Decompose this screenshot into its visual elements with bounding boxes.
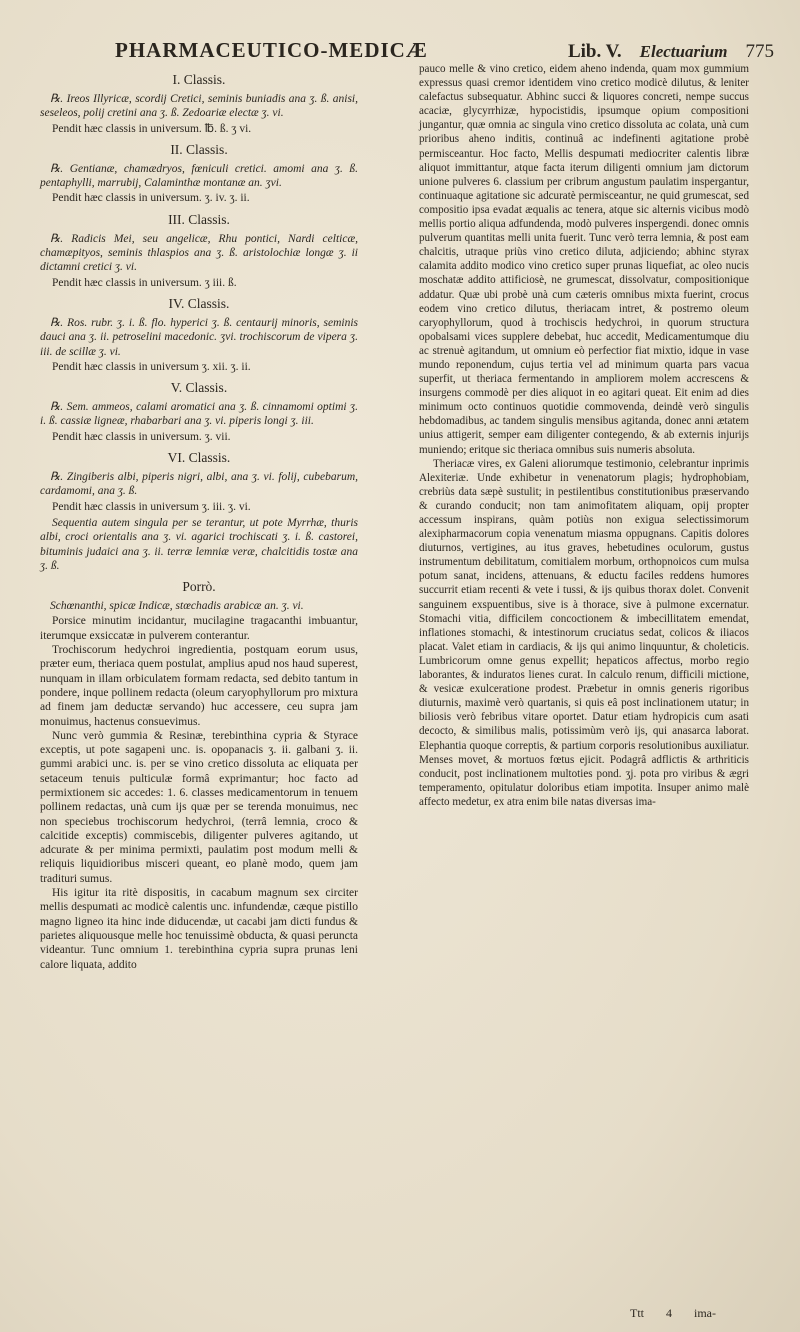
running-head: PHARMACEUTICO-MEDICÆ: [115, 38, 428, 62]
classis-title: VI. Classis.: [167, 450, 231, 466]
body-paragraph: Nunc verò gummia & Resinæ, terebinthina cypria & Styrace exceptis, ut pote sagapeni unc. is. opopanacis ʒ. ii. galbani ʒ. ii. gummi arabici unc. is. per se vino cretico dissoluta ac eliquata per setaceum tenuis pulticulæ formâ exprimantur; hoc facto ad permixtionem sic accedes: 1. 6. classes medicamentorum in tenuem pollinem redactas, unà cum ijs quæ per se terenda monuimus, nec non speciebus trochiscorum hedychroi, (terrâ lemnia, croco & calcitide exceptis) commiscebis, diligenter pulveres agitando, ut adcurate & per minima permixti, paulatim post modum melli & reliquis liquidioribus misceri queant, eo planè modo, quem jam tradituri sumus.: [40, 729, 358, 885]
porro-recipe: Schœnanthi, spicæ Indicæ, stœchadis arabicæ an. ʒ. vi.: [50, 600, 304, 613]
right-column: [419, 62, 749, 809]
pendit-line: Pendit hæc classis in universum. ʒ. vii.: [52, 430, 231, 443]
body-paragraph: Trochiscorum hedychroi ingredientia, postquam eorum usus, præter eum, theriaca quem postulat, amplius apud nos haud superest, nunquam in illam orbiculatem formam redacta, sed debito tantum in pondere, inque pollinem redacta (oleum caryophyllorum pro mixtura ad finem jam deductæ servando) huc accessere, ceu supra jam monuimus, hactenus consuevimus.: [40, 644, 358, 728]
body-paragraph: Theriacæ vires, ex Galeni aliorumque testimonio, celebrantur inprimis Alexiteriæ. Unde exhibetur in venenatorum plagis; hydrophobiam, crebriùs data sæpè sustulit; in pestilentibus constitutionibus præservando & curando conducit; non tam animofitatem aliquam, opij propter accessum inspirans, quàm potiùs non exigua selectissimorum alexipharmacorum copia venenatum miasma oppugnans. Capitis dolores diuturnos, vertigines, au itus graves, hebetudines oculorum, gustus instrumentum debilitatum, comitialem morbum, orthopnoicos cum mulsa potum sanat, incidens, attenuans, & eductu faciles reddens humores succurrit etiam recenti & vete i tussi, & ijs quibus thorax dolet. Convenit sanguinem exspuentibus, sive is à thorace, sive à pulmone excernatur. Stomachi vitia, difficilem concoctionem & imbecillitatem emendat, inflationes stomachi, & intestinorum cruciatus sedat, colicos & iliacos placat. Valet etiam in cardiacis, & ijs qui animo linquuntur, & choleticis. Lumbricorum omne genus expellit; hepaticos affectus, morbo regio laborantes, & induratos lienes curat. In calculo renum, difficili mictione, & vesicæ exulceratione prodest. Præbetur in omnis generis rigoribus diuturnis, maximè verò quartanis, si quis eâ post inclinationem utatur; in biliosis verò febribus vitare oportet. Datur etiam hydropicis cum asati decocto, & similibus malis, potissimùm verò ijs, qui anasarca laborat. Elephantia quoque correptis, & partium corporis resolutionibus auxiliatur. Menses movet, & mortuos fœtus ejicit. Podagrâ adflictis & arthriticis conducit, post inclinationem multoties pond. ʒj. pota pro viribus & ægri temperamento, opitulatur doloribus etiam impotita. Insuper animo malè affecto medetur, ex atra enim bile natas diversas ima-: [419, 457, 749, 808]
pendit-line: Pendit hæc classis in universum ʒ. xii. ʒ. ii.: [52, 360, 251, 373]
header-right: [568, 41, 774, 63]
page-number: 775: [745, 41, 774, 62]
book-number: Lib. V.: [567, 41, 622, 62]
section-title: Electuarium: [639, 42, 728, 61]
left-column: [40, 66, 358, 972]
signature-mark: Ttt: [630, 1306, 644, 1320]
classis-title: I. Classis.: [172, 72, 226, 87]
recipe: ℞. Ireos Illyricæ, scordij Cretici, seminis buniadis ana ʒ. ß. anisi, seseleos, polij cretini ana ʒ. ß. Zedoariæ electæ ʒ. vi.: [40, 93, 358, 120]
catchword: ima-: [694, 1306, 716, 1320]
body-paragraph: Porsice minutim incidantur, mucilagine tragacanthi imbuantur, iterumque exsiccatæ in pulverem conterantur.: [40, 615, 358, 642]
page-header: [115, 38, 774, 64]
recipe: ℞. Ros. rubr. ʒ. i. ß. flo. hyperici ʒ. ß. centaurij minoris, seminis dauci ana ʒ. ii. petroselini macedonic. ʒvi. trochiscorum de vipera ʒ. iii. de scillæ ʒ. vi.: [40, 316, 358, 358]
recipe: ℞. Zingiberis albi, piperis nigri, albi, ana ʒ. vi. folij, cubebarum, cardamomi, ana ʒ. ß.: [40, 471, 358, 498]
recipe: ℞. Radicis Mei, seu angelicæ, Rhu pontici, Nardi celticæ, chamæpityos, seminis thlaspios ana ʒ. ß. aristolochiæ longæ ʒ. ii dictamni cretici ʒ. vi.: [40, 232, 358, 274]
pendit-line: Pendit hæc classis in universum. ℔. ß. ʒ vi.: [52, 122, 252, 135]
recipe: ℞. Gentianæ, chamædryos, fœniculi cretici. amomi ana ʒ. ß. pentaphylli, marrubij, Calaminthæ montanæ an. ʒvi.: [40, 162, 358, 190]
body-paragraph: His igitur ita ritè dispositis, in cacabum magnum sex circiter mellis despumati ac modicè calentis unc. infundendæ, cæque pistillo magno ligneo ita hinc inde diducendæ, ut cacabi jam dicti fundus & parietes aliquousque melle hoc tenuissimè obducta, & quasi peruncta videantur. Tunc omnium 1. terebinthina cypria supra prunas leni calore liquata, addito: [40, 887, 358, 971]
classis-title: III. Classis.: [168, 211, 230, 227]
classis-title: IV. Classis.: [168, 295, 230, 311]
recipe: ℞. Sem. ammeos, calami aromatici ana ʒ. ß. cinnamomi optimi ʒ. i. ß. cassiæ ligneæ, rhabarbari ana ʒ. vi. piperis longi ʒ. iii.: [40, 401, 358, 428]
signature-number: 4: [666, 1306, 672, 1320]
sequentia-paragraph: Sequentia autem singula per se terantur, ut pote Myrrhæ, thuris albi, croci orientalis ana ʒ. vi. agarici trochiscati ʒ. i. ß. castorei, bituminis judaici ana ʒ. ii. terræ lemniæ veræ, chalcitidis tostæ ana ʒ. ß.: [40, 516, 358, 572]
body-paragraph: pauco melle & vino cretico, eidem aheno indenda, quam mox gummium expressus quasi cremor identidem vino cretico modicè dilutus, & leniter calefactus subsequatur. Abhinc succi & liquores concreti, nempe succus acaciæ, glycyrrhizæ, hypocistidis, ipsumque opium compositioni jungantur, quæ omnia ac singula vino cretico dissoluta ac colata, unà cum prioribus aheno inditis, continuâ ac indefinenti agitatione probè permisceantur. Hoc facto, Mellis despumati mediocriter calentis libræ aliquot immittantur, atque facta iterum diligenti omnium jam dictorum unione pulveres 6. classium per cribrum angustum paulatim inspergantur, continuaque agitatione sic adcuratè permisceantur, ne quid grumescat, sed compositio ipsa evadat æqualis ac tenera, atque sic alternis vicibus modò mellis portio aliqua adfundenda, modò pulveres inspergendi. donec omnis pulverum quantitas melli unita fuerit. Tunc verò terra lemnia, & post eam chalcitis, utraque priùs vino cretico diluta, adjiciendo; abhinc styrax calamita addito modico vino cretico super prunas liquefiat, ac oleo nucis moschatæ addito attificiosè, ne grumescat, dissolvatur, compositionique addatur. Quæ ubi probè unà cum cæteris omnibus mixta fuerint, crocus eodem vino cretico dilutus, theriacam intret, & postremo oleum caryophyllorum, quod à trochiscis hedychroi, in quorum structura opobalsami vices supplere debebat, huc accedit, Medicamentumque diu ac strenuè agitandum, ut omnium eò perfectior fiat mixtio, idque in vase mundo reponendum, cujus tertia vel ad minimum quarta pars vacua superfit, ut theriaca fermentando in ampliorem molem accrescens & insurgens commodè per dies aliquot in eo agitari queat. Eit enim ad dies minimum octo continuos quotidie commovenda, deindè verò singulis hebdomadibus, ac tandem singulis mensibus agitanda, donec anni ætatem unius attigerit, semper eam diligenter contegendo, & ab externis injurijs muniendo; eritque sic theriaca omnibus suis numeris absoluta.: [419, 63, 749, 456]
page-footer: [630, 1306, 716, 1321]
pendit-line: Pendit hæc classis in universum. ʒ iii. ß.: [52, 276, 237, 289]
classis-title: II. Classis.: [170, 141, 228, 157]
classis-title: V. Classis.: [170, 380, 228, 396]
porro-title: Porrò.: [182, 579, 216, 595]
pendit-line: Pendit hæc classis in universum ʒ. iii. ʒ. vi.: [52, 500, 251, 513]
pendit-line: Pendit hæc classis in universum. ʒ. iv. ʒ. ii.: [52, 192, 250, 205]
